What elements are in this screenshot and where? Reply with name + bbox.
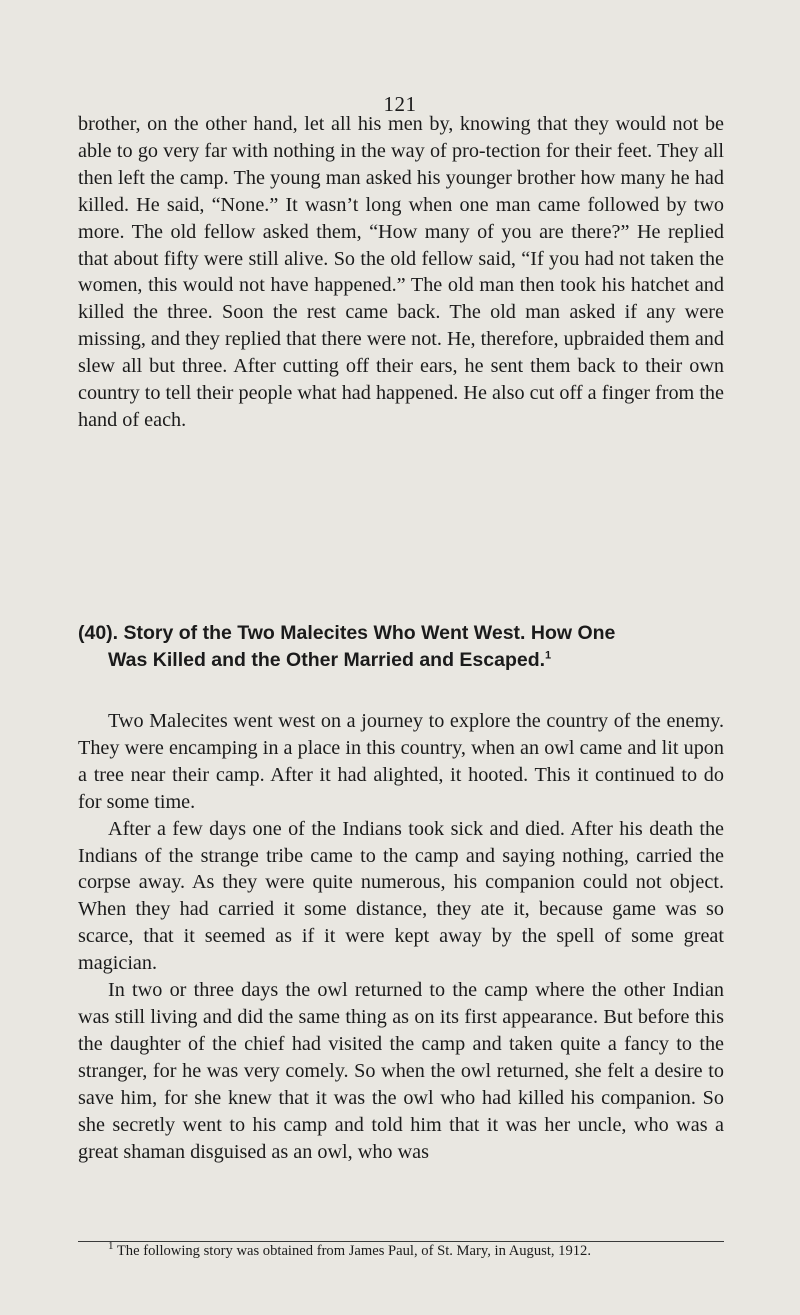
footnote <box>108 1242 724 1260</box>
story-heading <box>78 620 724 674</box>
story-paragraph-1: Two Malecites went west on a journey to explore the country of the enemy. They were encamping in a place in this country, when an owl came and lit upon a tree near their camp. After it had alighted, it hooted. This it continued to do for some time. <box>78 710 724 813</box>
story-paragraph-3: In two or three days the owl returned to the camp where the other Indian was still living and did the same thing as on its first appearance. But before this the daughter of the chief had visited the camp and taken quite a fancy to the stranger, for he was very comely. So when the owl returned, she felt a desire to save him, for she knew that it was the owl who had killed his companion. So she secretly went to his camp and told him that it was her uncle, who was a great shaman disguised as an owl, who was <box>78 979 724 1163</box>
footnote-text: The following story was obtained from James Paul, of St. Mary, in August, 1912. <box>116 1243 592 1259</box>
story-heading-line-2: Was Killed and the Other Married and Escaped. <box>108 649 546 671</box>
continuation-text-block <box>78 111 724 434</box>
footnote-reference: 1 <box>545 649 552 662</box>
story-heading-line-1: (40). Story of the Two Malecites Who Went West. How One <box>78 622 616 644</box>
story-paragraph-2: After a few days one of the Indians took sick and died. After his death the Indians of the strange tribe came to the camp and saying nothing, carried the corpse away. As they were quite numerous, his companion could not object. When they had carried it some distance, they ate it, because game was so scarce, that it seemed as if it were kept away by the spell of some great magician. <box>78 817 724 975</box>
footnote-marker: 1 <box>108 1240 114 1253</box>
story-text-block <box>78 708 724 1165</box>
page-number: 121 <box>383 92 417 116</box>
continuation-paragraph: brother, on the other hand, let all his men by, knowing that they would not be able to go very far with nothing in the way of pro-tection for their feet. They all then left the camp. The young man asked his younger brother how many he had killed. He said, “None.” It wasn’t long when one man came followed by two more. The old fellow asked them, “How many of you are there?” He replied that about fifty were still alive. So the old fellow said, “If you had not taken the women, this would not have happened.” The old man then took his hatchet and killed the three. Soon the rest came back. The old man asked if any were missing, and they replied that there were not. He, therefore, upbraided them and slew all but three. After cutting off their ears, he sent them back to their own country to tell their people what had happened. He also cut off a finger from the hand of each. <box>78 113 724 431</box>
